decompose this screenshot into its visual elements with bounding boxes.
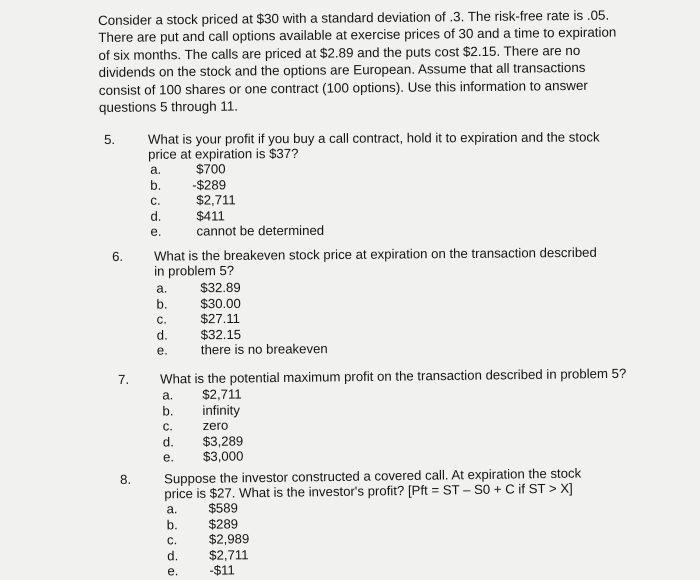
question-text: What is the potential maximum profit on the transaction described in problem 5? [160, 366, 630, 387]
option-letter: c. [150, 193, 160, 208]
option-letter: a. [162, 387, 173, 403]
option-letter: b. [167, 517, 178, 533]
option-letter: a. [156, 281, 167, 297]
options-list [156, 281, 157, 359]
option-letter: b. [162, 403, 173, 419]
question-text: Suppose the investor constructed a covered call. At expiration the stock price is $27. What is the investor's profit? [Pft = ST – S0 + C if ST > X] [164, 465, 612, 502]
option-value: $3,289 [203, 433, 244, 449]
option-letter: e. [163, 450, 174, 466]
option-value: $589 [208, 500, 238, 516]
option-value: $3,000 [203, 449, 244, 465]
question-number: 6. [112, 249, 123, 265]
option-value: -$289 [192, 177, 226, 193]
option-value: $30.00 [200, 295, 240, 311]
option-letter: c. [157, 312, 167, 327]
option-letter: d. [163, 434, 174, 450]
option-value: $32.15 [201, 327, 241, 343]
options-list [162, 387, 163, 465]
option-letter: d. [150, 208, 161, 223]
option-letter: c. [163, 419, 173, 435]
option-letter: d. [157, 327, 168, 343]
option-letter: b. [150, 177, 161, 192]
option-value: $2,711 [209, 547, 249, 563]
option-value: infinity [202, 402, 240, 418]
option-letter: e. [157, 343, 168, 359]
question-text: What is your profit if you buy a call contract, hold it to expiration and the stock price at expiration is $37? [148, 129, 608, 162]
option-value: $2,711 [202, 386, 242, 402]
question-text: What is the breakeven stock price at expiration on the transaction described in problem 5? [154, 245, 606, 280]
option-value: cannot be determined [196, 223, 324, 239]
option-letter: c. [167, 532, 177, 548]
option-letter: e. [167, 564, 178, 580]
option-letter: e. [150, 224, 161, 239]
option-value: $2,711 [196, 192, 235, 208]
question-number: 5. [104, 132, 115, 147]
option-value: -$11 [209, 563, 235, 579]
option-value: $411 [196, 208, 224, 224]
option-letter: b. [156, 296, 167, 312]
option-value: $700 [196, 161, 225, 177]
options-list [166, 501, 167, 579]
option-value: $27.11 [201, 311, 240, 327]
option-value: $32.89 [200, 280, 240, 296]
option-letter: a. [150, 162, 161, 177]
option-value: zero [203, 418, 229, 434]
option-letter: d. [167, 548, 178, 564]
option-value: $289 [209, 516, 239, 532]
question-number: 7. [118, 372, 129, 388]
option-letter: a. [166, 501, 177, 517]
option-value: $2,989 [209, 531, 250, 547]
option-value: there is no breakeven [201, 341, 328, 358]
question-number: 8. [120, 472, 131, 488]
intro-paragraph: Consider a stock priced at $30 with a standard deviation of .3. The risk-free rate is .05. There are put and call options available at exercise prices of 30 and a time to expiration of six months. The calls are priced at $2.89 and the puts cost $2.15. There are no dividends on the stock and the options are European. Assume that all transactions consist of 100 shares or one contract (100 options). Use this information to answer questions 5 through 11. [98, 7, 619, 117]
